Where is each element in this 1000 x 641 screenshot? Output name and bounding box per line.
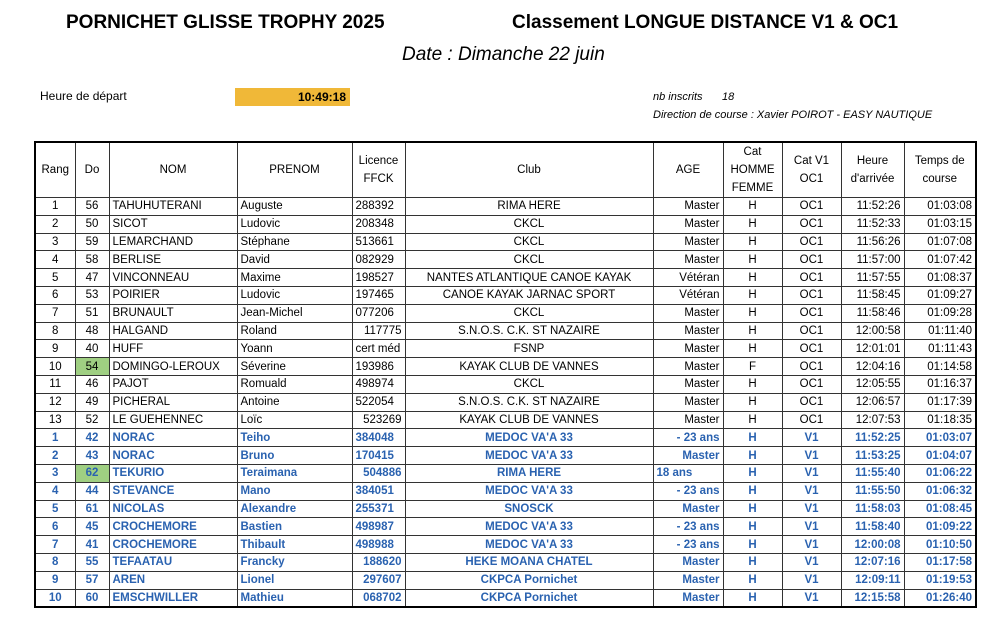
table-row	[35, 215, 976, 233]
gender-cell: F	[723, 358, 782, 376]
category-cell: OC1	[782, 411, 841, 429]
race-time-cell: 01:09:22	[904, 518, 976, 536]
bib-cell: 55	[75, 553, 109, 571]
first-name-cell: Yoann	[237, 340, 352, 358]
col-header-rang: Rang	[35, 142, 75, 198]
bib-cell: 49	[75, 393, 109, 411]
table-row	[35, 429, 976, 447]
race-time-cell: 01:04:07	[904, 447, 976, 465]
arrival-time-cell: 11:55:40	[841, 464, 904, 482]
col-header-category: Cat V1 OC1	[782, 142, 841, 198]
last-name-cell: NORAC	[109, 429, 237, 447]
rank-cell: 1	[35, 429, 75, 447]
first-name-cell: Jean-Michel	[237, 304, 352, 322]
results-body	[35, 198, 976, 608]
table-row	[35, 233, 976, 251]
arrival-time-cell: 12:09:11	[841, 571, 904, 589]
last-name-cell: HUFF	[109, 340, 237, 358]
category-cell: OC1	[782, 233, 841, 251]
table-row	[35, 375, 976, 393]
col-header-do: Do	[75, 142, 109, 198]
table-row	[35, 251, 976, 269]
gender-cell: H	[723, 269, 782, 287]
club-cell: CKCL	[405, 215, 653, 233]
category-cell: OC1	[782, 251, 841, 269]
gender-cell: H	[723, 198, 782, 216]
rank-cell: 5	[35, 269, 75, 287]
first-name-cell: Ludovic	[237, 286, 352, 304]
bib-cell: 59	[75, 233, 109, 251]
ranking-title: Classement LONGUE DISTANCE V1 & OC1	[512, 12, 899, 33]
race-time-cell: 01:08:37	[904, 269, 976, 287]
first-name-cell: Romuald	[237, 375, 352, 393]
race-time-cell: 01:17:39	[904, 393, 976, 411]
arrival-time-cell: 12:15:58	[841, 589, 904, 607]
gender-cell: H	[723, 304, 782, 322]
rank-cell: 2	[35, 447, 75, 465]
bib-cell: 47	[75, 269, 109, 287]
category-cell: V1	[782, 464, 841, 482]
licence-cell: 197465	[352, 286, 405, 304]
licence-cell: 498974	[352, 375, 405, 393]
table-row	[35, 500, 976, 518]
licence-cell: 498987	[352, 518, 405, 536]
category-cell: OC1	[782, 286, 841, 304]
age-cell: Master	[653, 553, 723, 571]
club-cell: CKCL	[405, 375, 653, 393]
first-name-cell: Ludovic	[237, 215, 352, 233]
arrival-time-cell: 11:57:00	[841, 251, 904, 269]
category-cell: OC1	[782, 358, 841, 376]
age-cell: - 23 ans	[653, 429, 723, 447]
gender-cell: H	[723, 340, 782, 358]
age-cell: Vétéran	[653, 286, 723, 304]
table-row	[35, 447, 976, 465]
category-cell: OC1	[782, 304, 841, 322]
col-header-club: Club	[405, 142, 653, 198]
category-cell: V1	[782, 571, 841, 589]
race-time-cell: 01:03:07	[904, 429, 976, 447]
registered-count-value: 18	[722, 91, 735, 103]
licence-cell: 077206	[352, 304, 405, 322]
rank-cell: 4	[35, 482, 75, 500]
age-cell: Master	[653, 393, 723, 411]
race-direction: Direction de course : Xavier POIROT - EASY NAUTIQUE	[653, 109, 933, 121]
table-row	[35, 286, 976, 304]
table-row	[35, 464, 976, 482]
club-cell: MEDOC VA'A 33	[405, 447, 653, 465]
last-name-cell: CROCHEMORE	[109, 536, 237, 554]
first-name-cell: Antoine	[237, 393, 352, 411]
first-name-cell: Séverine	[237, 358, 352, 376]
gender-cell: H	[723, 464, 782, 482]
col-header-arrival: Heure d'arrivée	[841, 142, 904, 198]
last-name-cell: POIRIER	[109, 286, 237, 304]
race-time-cell: 01:26:40	[904, 589, 976, 607]
race-date: Date : Dimanche 22 juin	[402, 44, 605, 65]
race-time-cell: 01:16:37	[904, 375, 976, 393]
arrival-time-cell: 11:52:26	[841, 198, 904, 216]
results-table	[34, 141, 977, 608]
gender-cell: H	[723, 286, 782, 304]
last-name-cell: SICOT	[109, 215, 237, 233]
arrival-time-cell: 11:52:25	[841, 429, 904, 447]
rank-cell: 7	[35, 304, 75, 322]
rank-cell: 1	[35, 198, 75, 216]
table-row	[35, 482, 976, 500]
category-cell: OC1	[782, 393, 841, 411]
category-cell: OC1	[782, 375, 841, 393]
age-cell: Master	[653, 358, 723, 376]
club-cell: CKPCA Pornichet	[405, 589, 653, 607]
category-cell: V1	[782, 447, 841, 465]
arrival-time-cell: 12:04:16	[841, 358, 904, 376]
race-time-cell: 01:18:35	[904, 411, 976, 429]
licence-cell: 068702	[352, 589, 405, 607]
race-time-cell: 01:10:50	[904, 536, 976, 554]
licence-cell: 504886	[352, 464, 405, 482]
gender-cell: H	[723, 571, 782, 589]
race-time-cell: 01:07:42	[904, 251, 976, 269]
rank-cell: 2	[35, 215, 75, 233]
last-name-cell: EMSCHWILLER	[109, 589, 237, 607]
club-cell: FSNP	[405, 340, 653, 358]
category-cell: V1	[782, 429, 841, 447]
first-name-cell: Lionel	[237, 571, 352, 589]
table-row	[35, 518, 976, 536]
bib-cell: 53	[75, 286, 109, 304]
licence-cell: cert méd	[352, 340, 405, 358]
licence-cell: 198527	[352, 269, 405, 287]
arrival-time-cell: 11:52:33	[841, 215, 904, 233]
first-name-cell: Teiho	[237, 429, 352, 447]
age-cell: 18 ans	[653, 464, 723, 482]
bib-cell: 51	[75, 304, 109, 322]
bib-cell: 56	[75, 198, 109, 216]
gender-cell: H	[723, 482, 782, 500]
club-cell: CKCL	[405, 251, 653, 269]
bib-cell: 48	[75, 322, 109, 340]
club-cell: KAYAK CLUB DE VANNES	[405, 358, 653, 376]
race-time-cell: 01:11:40	[904, 322, 976, 340]
arrival-time-cell: 11:56:26	[841, 233, 904, 251]
race-time-cell: 01:09:28	[904, 304, 976, 322]
licence-cell: 498988	[352, 536, 405, 554]
licence-cell: 384051	[352, 482, 405, 500]
licence-cell: 117775	[352, 322, 405, 340]
rank-cell: 10	[35, 358, 75, 376]
rank-cell: 8	[35, 553, 75, 571]
arrival-time-cell: 12:05:55	[841, 375, 904, 393]
age-cell: Master	[653, 500, 723, 518]
licence-cell: 384048	[352, 429, 405, 447]
last-name-cell: PICHERAL	[109, 393, 237, 411]
club-cell: RIMA HERE	[405, 464, 653, 482]
table-row	[35, 304, 976, 322]
arrival-time-cell: 11:55:50	[841, 482, 904, 500]
table-row	[35, 269, 976, 287]
col-header-race-time: Temps de course	[904, 142, 976, 198]
race-time-cell: 01:07:08	[904, 233, 976, 251]
last-name-cell: NICOLAS	[109, 500, 237, 518]
bib-cell: 43	[75, 447, 109, 465]
club-cell: NANTES ATLANTIQUE CANOE KAYAK	[405, 269, 653, 287]
gender-cell: H	[723, 429, 782, 447]
table-row	[35, 553, 976, 571]
club-cell: S.N.O.S. C.K. ST NAZAIRE	[405, 322, 653, 340]
licence-cell: 523269	[352, 411, 405, 429]
table-row	[35, 411, 976, 429]
last-name-cell: TEKURIO	[109, 464, 237, 482]
bib-cell: 45	[75, 518, 109, 536]
table-row	[35, 536, 976, 554]
first-name-cell: Francky	[237, 553, 352, 571]
last-name-cell: BRUNAULT	[109, 304, 237, 322]
licence-cell: 082929	[352, 251, 405, 269]
bib-cell: 44	[75, 482, 109, 500]
gender-cell: H	[723, 553, 782, 571]
rank-cell: 8	[35, 322, 75, 340]
category-cell: OC1	[782, 269, 841, 287]
first-name-cell: Stéphane	[237, 233, 352, 251]
rank-cell: 4	[35, 251, 75, 269]
licence-cell: 188620	[352, 553, 405, 571]
rank-cell: 9	[35, 340, 75, 358]
first-name-cell: Maxime	[237, 269, 352, 287]
club-cell: RIMA HERE	[405, 198, 653, 216]
race-time-cell: 01:08:45	[904, 500, 976, 518]
bib-cell: 58	[75, 251, 109, 269]
last-name-cell: BERLISE	[109, 251, 237, 269]
club-cell: CKCL	[405, 304, 653, 322]
licence-cell: 193986	[352, 358, 405, 376]
first-name-cell: Auguste	[237, 198, 352, 216]
departure-time-value: 10:49:18	[235, 88, 350, 106]
arrival-time-cell: 11:58:45	[841, 286, 904, 304]
category-cell: V1	[782, 536, 841, 554]
arrival-time-cell: 11:57:55	[841, 269, 904, 287]
first-name-cell: David	[237, 251, 352, 269]
age-cell: Master	[653, 589, 723, 607]
category-cell: V1	[782, 500, 841, 518]
first-name-cell: Loïc	[237, 411, 352, 429]
gender-cell: H	[723, 536, 782, 554]
age-cell: - 23 ans	[653, 518, 723, 536]
arrival-time-cell: 11:58:40	[841, 518, 904, 536]
arrival-time-cell: 11:53:25	[841, 447, 904, 465]
registered-count-label: nb inscrits	[653, 91, 703, 103]
rank-cell: 12	[35, 393, 75, 411]
age-cell: Master	[653, 340, 723, 358]
gender-cell: H	[723, 215, 782, 233]
gender-cell: H	[723, 500, 782, 518]
col-header-sexe: Cat HOMME FEMME	[723, 142, 782, 198]
licence-cell: 513661	[352, 233, 405, 251]
table-row	[35, 571, 976, 589]
bib-cell: 46	[75, 375, 109, 393]
arrival-time-cell: 11:58:03	[841, 500, 904, 518]
age-cell: - 23 ans	[653, 536, 723, 554]
club-cell: MEDOC VA'A 33	[405, 482, 653, 500]
first-name-cell: Thibault	[237, 536, 352, 554]
first-name-cell: Alexandre	[237, 500, 352, 518]
club-cell: S.N.O.S. C.K. ST NAZAIRE	[405, 393, 653, 411]
first-name-cell: Bastien	[237, 518, 352, 536]
category-cell: V1	[782, 482, 841, 500]
bib-cell: 60	[75, 589, 109, 607]
arrival-time-cell: 12:07:53	[841, 411, 904, 429]
col-header-nom: NOM	[109, 142, 237, 198]
category-cell: OC1	[782, 215, 841, 233]
arrival-time-cell: 12:00:08	[841, 536, 904, 554]
table-header-row	[35, 142, 976, 198]
rank-cell: 3	[35, 233, 75, 251]
rank-cell: 9	[35, 571, 75, 589]
rank-cell: 5	[35, 500, 75, 518]
race-time-cell: 01:19:53	[904, 571, 976, 589]
race-time-cell: 01:06:22	[904, 464, 976, 482]
last-name-cell: PAJOT	[109, 375, 237, 393]
arrival-time-cell: 12:01:01	[841, 340, 904, 358]
last-name-cell: AREN	[109, 571, 237, 589]
arrival-time-cell: 12:06:57	[841, 393, 904, 411]
age-cell: Master	[653, 215, 723, 233]
category-cell: V1	[782, 553, 841, 571]
col-header-age: AGE	[653, 142, 723, 198]
bib-cell: 42	[75, 429, 109, 447]
gender-cell: H	[723, 411, 782, 429]
age-cell: Vétéran	[653, 269, 723, 287]
club-cell: HEKE MOANA CHATEL	[405, 553, 653, 571]
age-cell: Master	[653, 375, 723, 393]
bib-cell: 61	[75, 500, 109, 518]
last-name-cell: LE GUEHENNEC	[109, 411, 237, 429]
age-cell: Master	[653, 411, 723, 429]
club-cell: CKCL	[405, 233, 653, 251]
rank-cell: 10	[35, 589, 75, 607]
last-name-cell: TAHUHUTERANI	[109, 198, 237, 216]
age-cell: Master	[653, 198, 723, 216]
gender-cell: H	[723, 393, 782, 411]
rank-cell: 3	[35, 464, 75, 482]
bib-cell: 50	[75, 215, 109, 233]
table-row	[35, 198, 976, 216]
last-name-cell: LEMARCHAND	[109, 233, 237, 251]
gender-cell: H	[723, 447, 782, 465]
rank-cell: 6	[35, 518, 75, 536]
age-cell: Master	[653, 447, 723, 465]
club-cell: MEDOC VA'A 33	[405, 536, 653, 554]
first-name-cell: Bruno	[237, 447, 352, 465]
club-cell: MEDOC VA'A 33	[405, 518, 653, 536]
event-title: PORNICHET GLISSE TROPHY 2025	[66, 12, 385, 33]
last-name-cell: DOMINGO-LEROUX	[109, 358, 237, 376]
age-cell: Master	[653, 322, 723, 340]
bib-cell: 40	[75, 340, 109, 358]
licence-cell: 170415	[352, 447, 405, 465]
licence-cell: 255371	[352, 500, 405, 518]
category-cell: OC1	[782, 198, 841, 216]
race-time-cell: 01:06:32	[904, 482, 976, 500]
club-cell: MEDOC VA'A 33	[405, 429, 653, 447]
category-cell: OC1	[782, 340, 841, 358]
table-row	[35, 589, 976, 607]
licence-cell: 522054	[352, 393, 405, 411]
rank-cell: 13	[35, 411, 75, 429]
gender-cell: H	[723, 251, 782, 269]
bib-cell: 41	[75, 536, 109, 554]
age-cell: Master	[653, 251, 723, 269]
bib-cell: 62	[75, 464, 109, 482]
arrival-time-cell: 12:00:58	[841, 322, 904, 340]
last-name-cell: NORAC	[109, 447, 237, 465]
age-cell: - 23 ans	[653, 482, 723, 500]
table-row	[35, 322, 976, 340]
rank-cell: 7	[35, 536, 75, 554]
age-cell: Master	[653, 571, 723, 589]
gender-cell: H	[723, 589, 782, 607]
race-time-cell: 01:09:27	[904, 286, 976, 304]
gender-cell: H	[723, 518, 782, 536]
gender-cell: H	[723, 322, 782, 340]
first-name-cell: Mathieu	[237, 589, 352, 607]
arrival-time-cell: 12:07:16	[841, 553, 904, 571]
licence-cell: 208348	[352, 215, 405, 233]
club-cell: KAYAK CLUB DE VANNES	[405, 411, 653, 429]
category-cell: OC1	[782, 322, 841, 340]
club-cell: CANOE KAYAK JARNAC SPORT	[405, 286, 653, 304]
race-time-cell: 01:11:43	[904, 340, 976, 358]
col-header-prenom: PRENOM	[237, 142, 352, 198]
club-cell: CKPCA Pornichet	[405, 571, 653, 589]
bib-cell: 54	[75, 358, 109, 376]
last-name-cell: HALGAND	[109, 322, 237, 340]
age-cell: Master	[653, 233, 723, 251]
gender-cell: H	[723, 375, 782, 393]
col-header-licence: Licence FFCK	[352, 142, 405, 198]
club-cell: SNOSCK	[405, 500, 653, 518]
arrival-time-cell: 11:58:46	[841, 304, 904, 322]
category-cell: V1	[782, 589, 841, 607]
departure-time-label: Heure de départ	[40, 89, 127, 103]
licence-cell: 297607	[352, 571, 405, 589]
bib-cell: 57	[75, 571, 109, 589]
race-time-cell: 01:17:58	[904, 553, 976, 571]
first-name-cell: Roland	[237, 322, 352, 340]
bib-cell: 52	[75, 411, 109, 429]
category-cell: V1	[782, 518, 841, 536]
first-name-cell: Mano	[237, 482, 352, 500]
rank-cell: 11	[35, 375, 75, 393]
last-name-cell: TEFAATAU	[109, 553, 237, 571]
race-time-cell: 01:03:08	[904, 198, 976, 216]
table-row	[35, 393, 976, 411]
last-name-cell: VINCONNEAU	[109, 269, 237, 287]
table-row	[35, 340, 976, 358]
licence-cell: 288392	[352, 198, 405, 216]
age-cell: Master	[653, 304, 723, 322]
race-time-cell: 01:14:58	[904, 358, 976, 376]
first-name-cell: Teraimana	[237, 464, 352, 482]
rank-cell: 6	[35, 286, 75, 304]
last-name-cell: CROCHEMORE	[109, 518, 237, 536]
race-time-cell: 01:03:15	[904, 215, 976, 233]
last-name-cell: STEVANCE	[109, 482, 237, 500]
table-row	[35, 358, 976, 376]
gender-cell: H	[723, 233, 782, 251]
